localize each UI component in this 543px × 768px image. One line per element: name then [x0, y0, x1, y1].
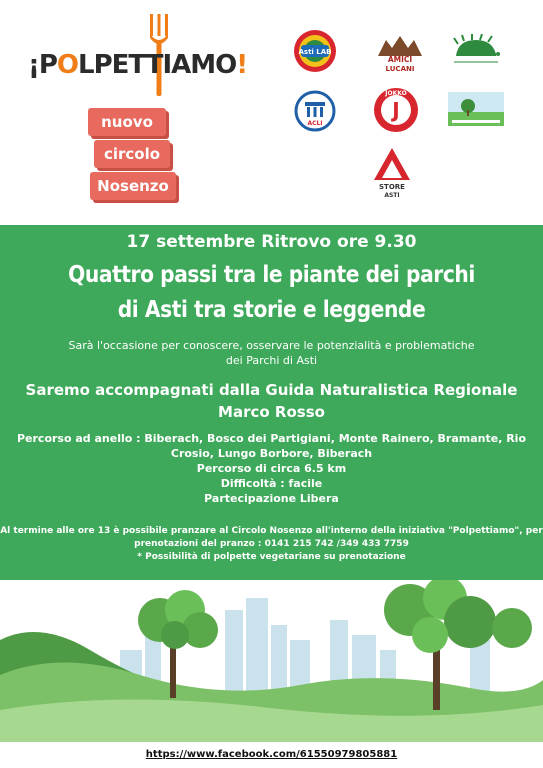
header [0, 0, 543, 225]
polpettiamo-logo: ¡POLPETTIAMO! [28, 50, 248, 80]
route-text: Crosio, Lungo Borbore, Biberach [170, 447, 373, 460]
store-asti-logo [370, 146, 414, 200]
guide-text: Saremo accompagnati dalla Guida Naturalistica Regionale [25, 381, 518, 399]
guide-name: Marco Rosso [218, 403, 325, 421]
facebook-link[interactable]: https://www.facebook.com/61550979805881 [145, 749, 398, 760]
meatball-o: O [56, 50, 79, 80]
brick-nosenzo: Nosenzo [90, 172, 176, 200]
event-title-line1: Quattro passi tra le piante dei parchi [68, 262, 475, 288]
intro-text: dei Parchi di Asti [225, 354, 318, 367]
vegetarian-note: * Possibilità di polpette vegetariane su prenotazione [137, 552, 406, 562]
acli-logo [294, 90, 336, 132]
booking-phone: prenotazioni del pranzo : 0141 215 742 /349 433 7759 [134, 539, 409, 549]
svg-text:AMICI: AMICI [387, 55, 413, 64]
svg-text:JOKKO: JOKKO [385, 90, 407, 97]
brick-nuovo: nuovo [88, 108, 166, 136]
lunch-note: Al termine alle ore 13 è possibile pranzare al Circolo Nosenzo all'interno della iniziativa "Polpettiamo", per [0, 526, 543, 536]
hedgehog-association-logo [448, 34, 504, 68]
difficulty-text: Difficoltà : facile [220, 477, 323, 490]
event-date: 17 settembre Ritrovo ore 9.30 [126, 232, 417, 252]
svg-text:LUCANI: LUCANI [385, 65, 415, 73]
asti-lab-logo [292, 28, 338, 74]
jokko-logo [372, 86, 420, 134]
event-title-line2: di Asti tra storie e leggende [117, 297, 426, 323]
svg-text:Asti LAB: Asti LAB [298, 48, 332, 56]
svg-text:J: J [392, 98, 400, 122]
distance-text: Percorso di circa 6.5 km [196, 462, 347, 475]
brick-circolo: circolo [94, 140, 170, 168]
intro-text: Sarà l'occasione per conoscere, osservare le potenzialità e problematiche [68, 339, 475, 352]
participation-text: Partecipazione Libera [204, 492, 339, 505]
park-illustration [0, 580, 543, 742]
amici-lucani-logo [374, 34, 426, 74]
svg-text:STORE: STORE [379, 183, 405, 191]
svg-text:ASTI: ASTI [384, 192, 400, 199]
svg-text:ACLI: ACLI [307, 120, 323, 127]
route-text: Percorso ad anello : Biberach, Bosco dei Partigiani, Monte Rainero, Bramante, Rio [16, 432, 527, 445]
landscape-logo [448, 92, 504, 126]
